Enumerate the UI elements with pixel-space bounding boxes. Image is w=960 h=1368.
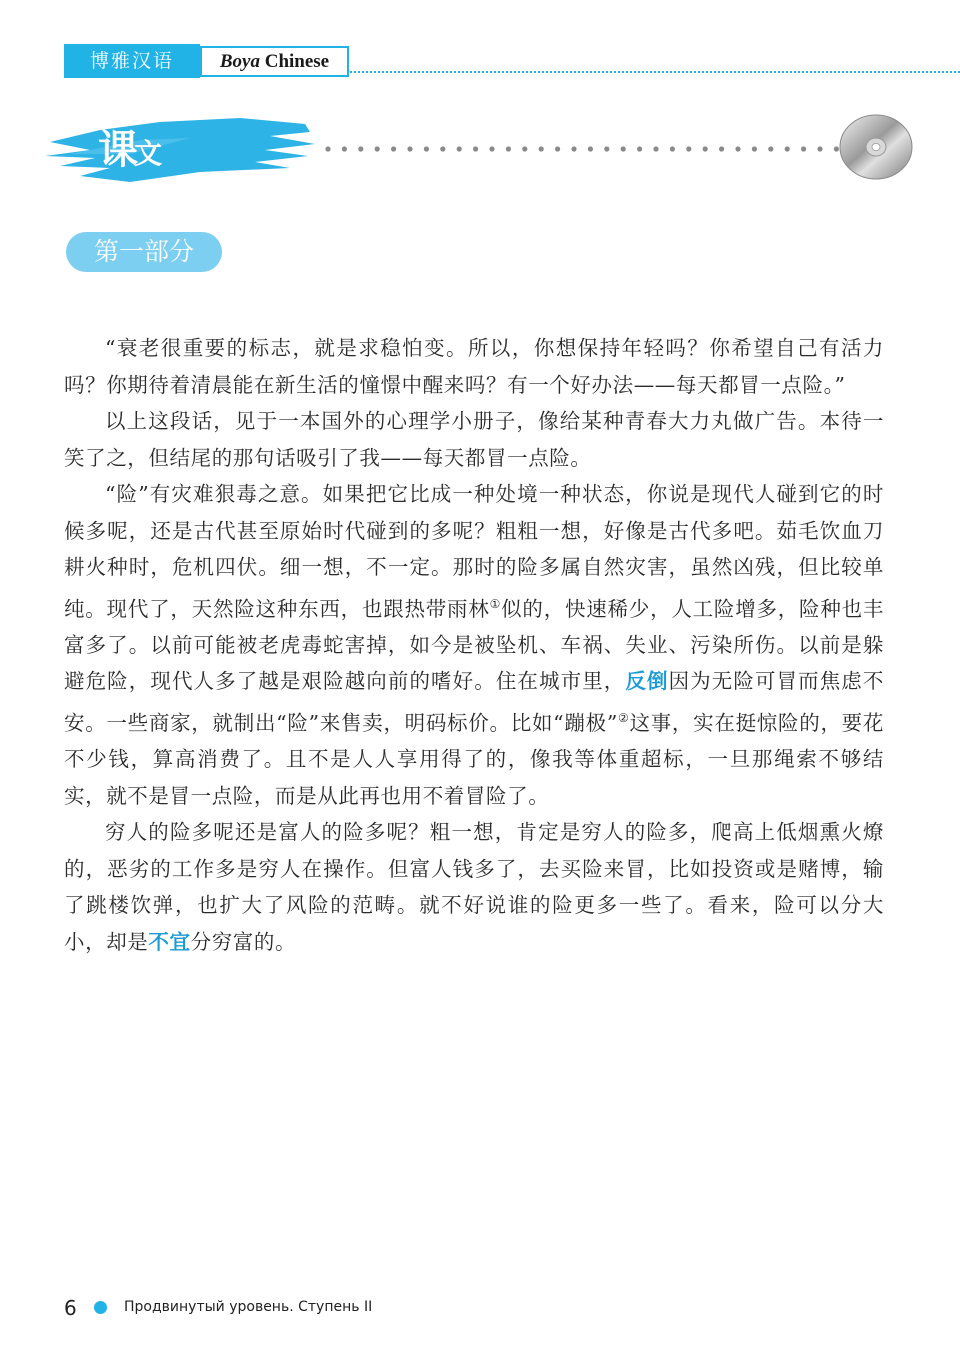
dot bbox=[440, 146, 445, 151]
dot bbox=[457, 146, 462, 151]
section-heading bbox=[98, 118, 158, 175]
section-heading-small: 文 bbox=[134, 137, 159, 170]
text-segment: 以上这段话，见于一本国外的心理学小册子，像给某种青春大力丸做广告。本待一笑了之，但结尾的那句话吸引了我——每天都冒一点险。 bbox=[64, 409, 884, 470]
text-segment: “衰老很重要的标志，就是求稳怕变。所以，你想保持年轻吗？你希望自己有活力吗？你期待着清晨能在新生活的憧憬中醒来吗？有一个好办法——每天都冒一点险。” bbox=[64, 336, 884, 397]
dot bbox=[670, 146, 675, 151]
part-label: 第一部分 bbox=[66, 232, 222, 272]
dot bbox=[653, 146, 658, 151]
text-segment: 因为无险可冒而焦虑不安。一些商家，就制出“险”来售卖，明码标价。比如“蹦极” bbox=[64, 669, 885, 735]
text-segment: 似的，快速稀少，人工险增多，险种也丰富多了。以前可能被老虎毒蛇害掉，如今是被坠机、车祸、失业、污染所伤。以前是躲避危险，现代人多了越是艰险越向前的嗜好。住在城市里， bbox=[64, 596, 884, 694]
text-segment: “险”有灾难狠毒之意。如果把它比成一种处境一种状态，你说是现代人碰到它的时候多呢，还是古代甚至原始时代碰到的多呢？粗粗一想，好像是古代多吧。茹毛饮血刀耕火种时，危机四伏。细一想，不一定。那时的险多属自然灾害，虽然凶残，但比较单纯。现代了，天然险这种东西，也跟热带雨林 bbox=[64, 482, 884, 621]
header-title-en-italic: Boya bbox=[219, 51, 260, 72]
dot bbox=[473, 146, 478, 151]
dot bbox=[785, 146, 790, 151]
dot bbox=[604, 146, 609, 151]
dot bbox=[588, 146, 593, 151]
dot bbox=[407, 146, 412, 151]
dot bbox=[358, 146, 363, 151]
dot bbox=[621, 146, 626, 151]
text-segment: 穷人的险多呢还是富人的险多呢？粗一想，肯定是穷人的险多，爬高上低烟熏火燎的，恶劣的工作多是穷人在操作。但富人钱多了，去买险来冒，比如投资或是赌博，输了跳楼饮弹，也扩大了风险的范畴。就不好说谁的险更多一些了。看来，险可以分大小，却是 bbox=[64, 820, 884, 954]
footer-book-level: Продвинутый уровень. Ступень II bbox=[124, 1299, 373, 1315]
dot bbox=[686, 146, 691, 151]
dot bbox=[735, 146, 740, 151]
dot bbox=[506, 146, 511, 151]
dot bbox=[391, 146, 396, 151]
vocabulary-keyword: 反倒 bbox=[625, 669, 669, 694]
dot bbox=[555, 146, 560, 151]
header-title-en bbox=[200, 46, 349, 77]
text-segment: 这事，实在挺惊险的，要花不少钱，算高消费了。且不是人人享用得了的，像我等体重超标，一旦那绳索不够结实，就不是冒一点险，而是从此再也用不着冒险了。 bbox=[64, 710, 884, 808]
header-dotted-rule bbox=[350, 71, 960, 73]
dot bbox=[752, 146, 757, 151]
footer-dot-icon bbox=[94, 1301, 107, 1314]
dot bbox=[817, 146, 822, 151]
section-heading-big: 课 bbox=[98, 127, 134, 173]
dot bbox=[719, 146, 724, 151]
paragraph bbox=[64, 330, 884, 403]
dotted-line bbox=[322, 144, 842, 154]
dot bbox=[375, 146, 380, 151]
dot bbox=[342, 146, 347, 151]
text-segment: 分穷富的。 bbox=[190, 929, 297, 954]
paragraph bbox=[64, 476, 884, 814]
dot bbox=[489, 146, 494, 151]
dot bbox=[522, 146, 527, 151]
lesson-text bbox=[64, 330, 884, 960]
dot bbox=[539, 146, 544, 151]
dot bbox=[325, 146, 330, 151]
dot bbox=[637, 146, 642, 151]
header-title-cn: 博雅汉语 bbox=[64, 44, 200, 78]
paragraph bbox=[64, 814, 884, 960]
footnote-marker: ② bbox=[617, 710, 630, 725]
dot bbox=[424, 146, 429, 151]
dot bbox=[703, 146, 708, 151]
header-title-en-rest: Chinese bbox=[259, 51, 330, 72]
page-number: 6 bbox=[64, 1296, 77, 1320]
dot bbox=[801, 146, 806, 151]
audio-cd-icon bbox=[836, 112, 916, 182]
vocabulary-keyword: 不宜 bbox=[148, 929, 191, 954]
dot bbox=[768, 146, 773, 151]
dot bbox=[571, 146, 576, 151]
footnote-marker: ① bbox=[489, 596, 502, 611]
paragraph bbox=[64, 403, 884, 476]
brush-stroke-banner bbox=[40, 110, 320, 190]
